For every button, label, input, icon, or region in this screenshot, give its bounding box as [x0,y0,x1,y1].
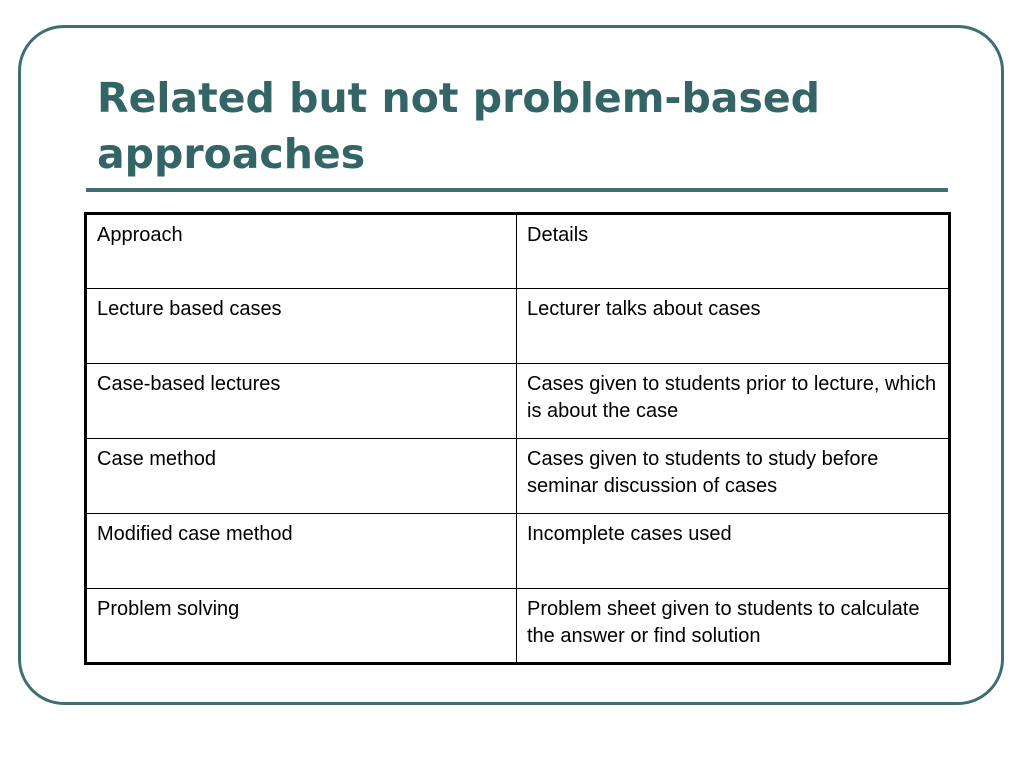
header-cell-details: Details [517,214,950,289]
details-cell: Problem sheet given to students to calculate the answer or find solution [517,589,950,664]
details-cell: Cases given to students to study before seminar discussion of cases [517,439,950,514]
approach-cell: Modified case method [86,514,517,589]
table-row [86,514,950,589]
table-row [86,589,950,664]
approach-cell: Problem solving [86,589,517,664]
table-row [86,439,950,514]
table-row [86,289,950,364]
table-header-row [86,214,950,289]
details-cell: Incomplete cases used [517,514,950,589]
table-row [86,364,950,439]
slide-title: Related but not problem-based approaches [97,74,821,178]
approach-cell: Lecture based cases [86,289,517,364]
header-cell-approach: Approach [86,214,517,289]
approaches-table [84,212,951,665]
approach-cell: Case method [86,439,517,514]
approach-cell: Case-based lectures [86,364,517,439]
details-cell: Cases given to students prior to lecture, which is about the case [517,364,950,439]
title-divider [86,188,948,192]
details-cell: Lecturer talks about cases [517,289,950,364]
